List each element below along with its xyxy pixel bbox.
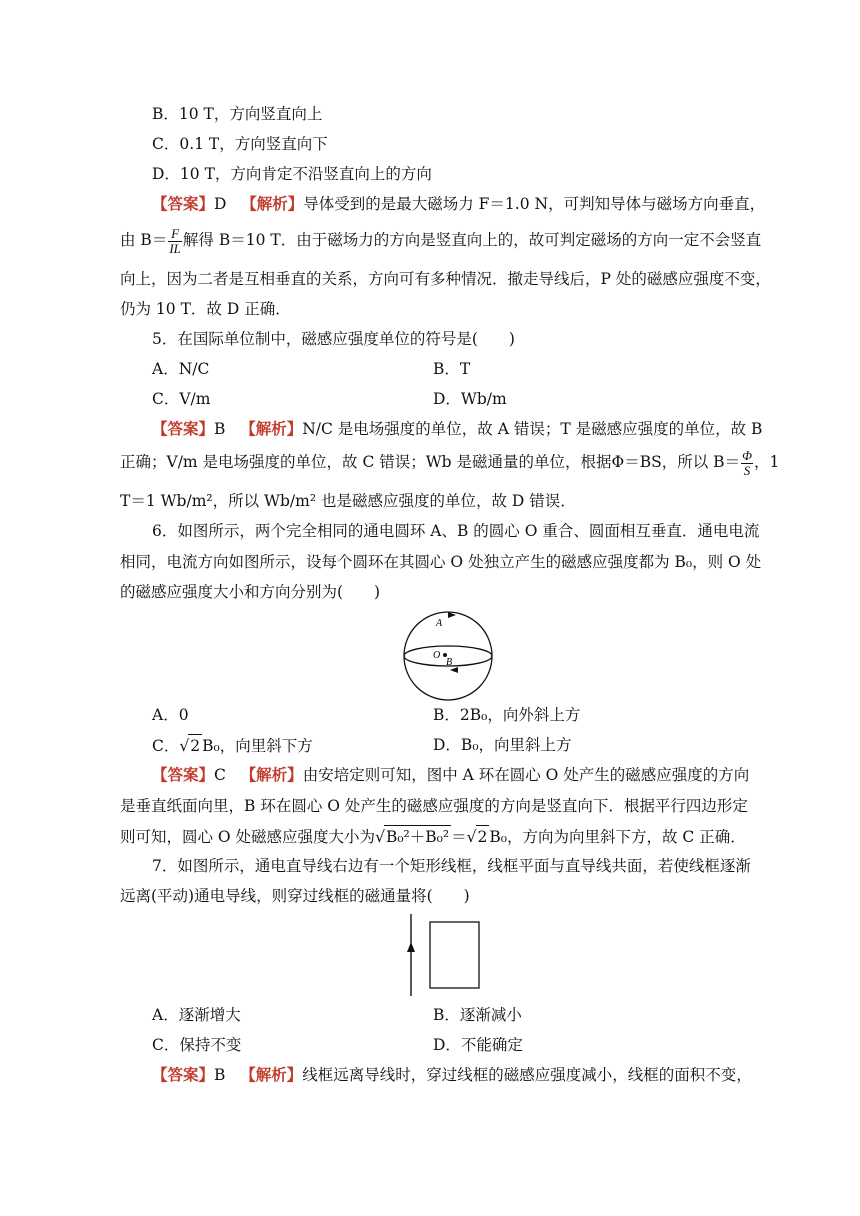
q4-option-d: D．10 T，方向肯定不沿竖直向上的方向 xyxy=(152,165,432,183)
answer-tag: 【答案】 xyxy=(152,419,215,438)
analysis-tag: 【解析】 xyxy=(240,765,303,784)
analysis-tag: 【解析】 xyxy=(241,194,304,213)
q7-option-a: A．逐渐增大 xyxy=(152,1006,241,1024)
q7-option-b: B．逐渐减小 xyxy=(433,1006,522,1024)
q5-analysis-line-2: 正确；V/m 是电场强度的单位，故 C 错误；Wb 是磁通量的单位，根据Φ＝BS，所以 B＝ $\frac{\Phi}{S}$ ，1 xyxy=(120,447,780,478)
answer-value: D xyxy=(214,195,227,213)
two-rings-figure xyxy=(398,610,498,702)
q6-stem-line-1: 6．如图所示，两个完全相同的通电圆环 A、B 的圆心 O 重合、圆面相互垂直．通电电流 xyxy=(152,522,760,540)
q6-analysis-line-3: 则可知，圆心 O 处磁感应强度大小为√B₀²＋B₀² ＝√2 B₀，方向为向里斜下方，故 C 正确． xyxy=(120,825,746,848)
q7-stem-line-1: 7．如图所示，通电直导线右边有一个矩形线框，线框平面与直导线共面，若使线框逐渐 xyxy=(152,857,751,875)
label-a: A xyxy=(436,618,443,629)
analysis-tag: 【解析】 xyxy=(240,1065,303,1084)
current-arrow-icon xyxy=(407,942,415,952)
q5-option-a: A．N/C xyxy=(152,360,210,378)
q5-option-c: C．V/m xyxy=(152,390,211,408)
q4-option-c: C．0.1 T，方向竖直向下 xyxy=(152,135,328,153)
rectangular-loop xyxy=(430,922,479,988)
q5-option-b: B．T xyxy=(433,360,471,378)
q7-option-d: D．不能确定 xyxy=(433,1036,523,1054)
q6-option-b: B．2B₀，向外斜上方 xyxy=(433,706,581,724)
q4-analysis-line-4: 仍为 10 T．故 D 正确． xyxy=(120,300,291,318)
answer-value: C xyxy=(214,766,226,784)
fraction: $\frac{F}{IL}$ xyxy=(169,225,181,256)
label-b: B xyxy=(446,657,453,668)
analysis-text: 导体受到的是最大磁场力 F＝1.0 N，可判知导体与磁场方向垂直， xyxy=(303,195,766,213)
q5-stem: 5．在国际单位制中，磁感应强度单位的符号是( ) xyxy=(152,330,515,348)
q6-stem-line-3: 的磁感应强度大小和方向分别为( ) xyxy=(120,583,381,601)
q6-option-a: A．0 xyxy=(152,706,189,724)
q7-stem-line-2: 远离(平动)通电导线，则穿过线框的磁通量将( ) xyxy=(120,887,470,905)
answer-tag: 【答案】 xyxy=(152,194,215,213)
answer-tag: 【答案】 xyxy=(152,765,215,784)
q5-analysis-line-3: T＝1 Wb/m²，所以 Wb/m² 也是磁感应强度的单位，故 D 错误． xyxy=(120,492,576,510)
answer-value: B xyxy=(214,1066,226,1084)
q5-option-d: D．Wb/m xyxy=(433,390,507,408)
answer-value: B xyxy=(214,420,226,438)
analysis-tag: 【解析】 xyxy=(240,419,303,438)
q6-option-c: C．√2 B₀，向里斜下方 xyxy=(152,734,313,757)
label-o: O xyxy=(433,650,441,661)
q5-analysis-line-1: 【答案】B 【解析】N/C 是电场强度的单位，故 A 错误；T 是磁感应强度的单位，故 B xyxy=(152,419,763,438)
fraction: $\frac{\Phi}{S}$ xyxy=(742,447,752,478)
q4-option-b: B．10 T，方向竖直向上 xyxy=(152,105,323,123)
q6-option-d: D．B₀，向里斜上方 xyxy=(433,736,572,754)
q4-analysis-line-1 xyxy=(152,193,765,215)
q6-analysis-line-2: 是垂直纸面向里，B 环在圆心 O 处产生的磁感应强度的方向是竖直向下．根据平行四边形定 xyxy=(120,797,748,815)
q7-analysis-line-1: 【答案】B 【解析】线框远离导线时，穿过线框的磁感应强度减小，线框的面积不变， xyxy=(152,1065,752,1084)
q6-analysis-line-1: 【答案】C 【解析】由安培定则可知，图中 A 环在圆心 O 处产生的磁感应强度的方向 xyxy=(152,765,750,784)
q6-stem-line-2: 相同，电流方向如图所示，设每个圆环在其圆心 O 处独立产生的磁感应强度都为 B₀，则 O 处 xyxy=(120,553,762,571)
q7-option-c: C．保持不变 xyxy=(152,1036,242,1054)
wire-loop-figure xyxy=(402,912,482,998)
answer-tag: 【答案】 xyxy=(152,1065,215,1084)
q4-analysis-line-2: 由 B＝ $\frac{F}{IL}$ 解得 B＝10 T．由于磁场力的方向是竖直向上的，故可判定磁场的方向一定不会竖直 xyxy=(120,225,762,256)
q4-analysis-line-3: 向上，因为二者是互相垂直的关系，方向可有多种情况．撤走导线后，P 处的磁感应强度不变， xyxy=(120,270,771,288)
